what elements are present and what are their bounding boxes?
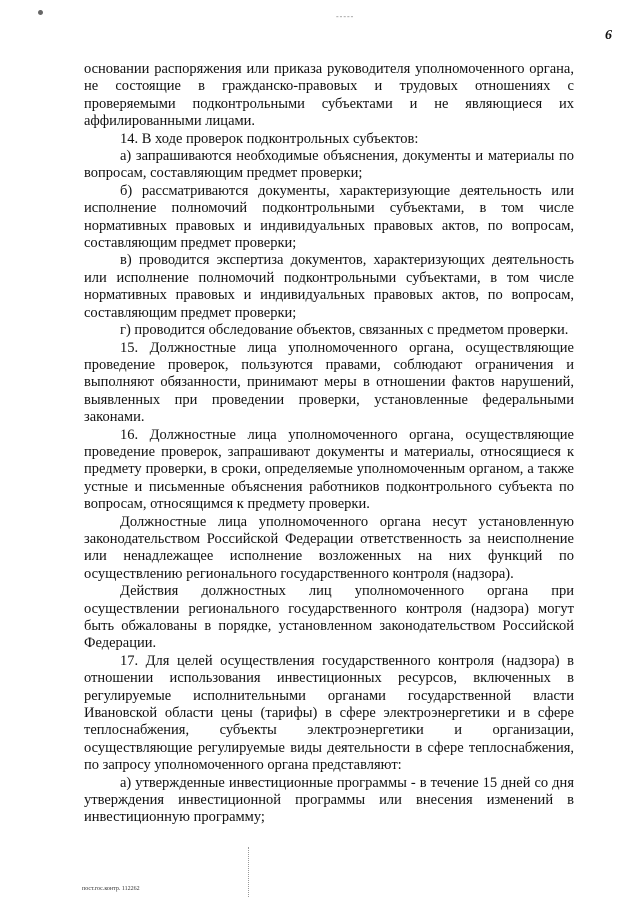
paragraph: г) проводится обследование объектов, связанных с предметом проверки. <box>120 322 569 339</box>
paragraph: 16. Должностные лица уполномоченного органа, осуществляющие проведение проверок, запрашивают документы и материалы, относящиеся к предмету проверки, в сроки, определяемые уполномоченным органом, а также устные и письменные объяснения работников подконтрольного субъекта по вопросам, относящимся к предмету проверки. <box>84 426 574 513</box>
paragraph: 14. В ходе проверок подконтрольных субъектов: <box>120 130 419 147</box>
paragraph: 17. Для целей осуществления государственного контроля (надзора) в отношении использования инвестиционных ресурсов, включенных в регулируемые исполнительными органами государственной власти Ивановской области цены (тарифы) в сфере электроэнергетики и в сфере теплоснабжения, субъекты электроэнергетики и организации, осуществляющие регулируемые виды деятельности в сфере теплоснабжения, по запросу уполномоченного органа представляют: <box>84 652 574 774</box>
page-number: 6 <box>605 28 612 43</box>
footer-divider <box>248 847 249 897</box>
paragraph: а) утвержденные инвестиционные программы - в течение 15 дней со дня утверждения инвестиционной программы или внесения изменений в инвестиционную программу; <box>84 774 574 826</box>
scan-artifact <box>38 10 43 15</box>
footer-code: пост.гос.контр. 112262 <box>82 886 140 892</box>
paragraph: Действия должностных лиц уполномоченного органа при осуществлении регионального государственного контроля (надзора) могут быть обжалованы в порядке, установленном законодательством Российской Федерации. <box>84 583 574 652</box>
paragraph: Должностные лица уполномоченного органа несут установленную законодательством Российской Федерации ответственность за неисполнение или ненадлежащее исполнение возложенных на них функций по осуществлению регионального государственного контроля (надзора). <box>84 513 574 582</box>
document-body <box>84 61 574 827</box>
paragraph: а) запрашиваются необходимые объяснения, документы и материалы по вопросам, составляющим предмет проверки; <box>84 148 574 182</box>
paragraph: б) рассматриваются документы, характеризующие деятельность или исполнение полномочий подконтрольными субъектами, в том числе нормативных правовых и индивидуальных правовых актов, по вопросам, составляющим предмет проверки; <box>84 182 574 252</box>
paragraph: основании распоряжения или приказа руководителя уполномоченного органа, не состоящие в гражданско-правовых и трудовых отношениях с проверяемыми подконтрольными субъектами и не являющиеся их аффилированными лицами. <box>84 61 574 130</box>
paragraph: в) проводится экспертиза документов, характеризующих деятельность или исполнение полномочий подконтрольными субъектами, в том числе нормативных правовых и индивидуальных правовых актов, по вопросам, составляющим предмет проверки; <box>84 252 574 321</box>
paragraph: 15. Должностные лица уполномоченного органа, осуществляющие проведение проверок, пользуются правами, соблюдают ограничения и выполняют обязанности, принимают меры в отношении фактов нарушений, выявленных при проведении проверки, установленные федеральными законами. <box>84 339 574 426</box>
top-mark: ----- <box>336 12 355 21</box>
